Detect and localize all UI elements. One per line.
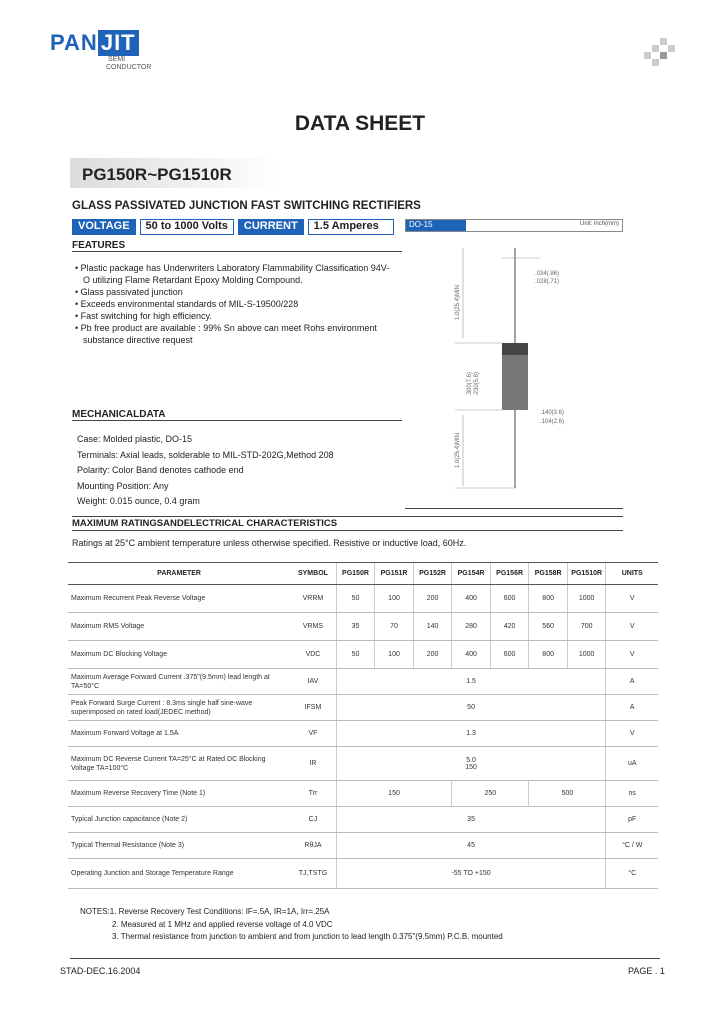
table-cell: uA <box>606 747 658 781</box>
dim-top2: .028(.71) <box>535 279 560 285</box>
table-cell: 800 <box>529 641 568 669</box>
logo-sub1: SEMI <box>108 56 126 63</box>
table-value: 35 <box>467 816 475 823</box>
table-cell: 1000 <box>567 641 606 669</box>
table-cell: 1000 <box>567 585 606 613</box>
table-cell: Typical Junction capacitance (Note 2) <box>68 807 290 833</box>
table-cell: Typical Thermal Resistance (Note 3) <box>68 833 290 859</box>
cathode-band <box>502 343 528 355</box>
th-units: UNITS <box>606 563 658 585</box>
voltage-value: 50 to 1000 Volts <box>140 219 234 235</box>
note-3: 3. Thermal resistance from junction to ambient and from junction to lead length 0.375"(9.5mm) P.C.B. mounted <box>112 932 503 941</box>
feature-item: • Plastic package has Underwriters Laboratory Flammability Classification 94V-O utilizing Flame Retardant Epoxy Molding Compound. <box>75 263 390 285</box>
table-cell: A <box>606 695 658 721</box>
th-pg154r: PG154R <box>452 563 491 585</box>
th-pg151r: PG151R <box>375 563 414 585</box>
table-cell: Maximum DC Blocking Voltage <box>68 641 290 669</box>
table-cell: A <box>606 669 658 695</box>
features-list <box>75 262 395 346</box>
feature-item: • Glass passivated junction <box>75 287 183 297</box>
dim-body2: .230(5.8) <box>474 371 480 396</box>
logo-sub2: CONDUCTOR <box>106 64 152 71</box>
divider <box>405 508 623 509</box>
table-cell: 280 <box>452 613 491 641</box>
note-1: NOTES:1. Reverse Recovery Test Conditions: IF=.5A, IR=1A, Irr=.25A <box>80 907 330 916</box>
package-diagram <box>405 238 623 506</box>
feature-item: • Exceeds environmental standards of MIL-S-19500/228 <box>75 299 299 309</box>
company-logo <box>50 30 151 72</box>
table-row <box>68 641 658 669</box>
table-cell: 250 <box>452 781 529 807</box>
table-cell: Peak Forward Surge Current : 8.3ms single half sine-wave superimposed on rated load(JEDEC method) <box>68 695 290 721</box>
table-row <box>68 585 658 613</box>
table-cell: 100 <box>375 585 414 613</box>
footer-divider <box>70 958 660 959</box>
mech-item: Mounting Position: Any <box>77 480 169 491</box>
feature-item: • Pb free product are available : 99% Sn above can meet Rohs environment substance directive request <box>75 323 377 345</box>
table-cell: 200 <box>413 585 452 613</box>
table-cell: Maximum RMS Voltage <box>68 613 290 641</box>
table-cell: 200 <box>413 641 452 669</box>
dim-dia: .140(3.6) <box>540 410 565 416</box>
table-cell: 560 <box>529 613 568 641</box>
dim-lead: 1.0(25.4)MIN <box>455 284 461 320</box>
ratings-note: Ratings at 25°C ambient temperature unless otherwise specified. Resistive or inductive load, 60Hz. <box>72 538 467 548</box>
table-cell: 420 <box>490 613 529 641</box>
table-cell: VF <box>290 721 336 747</box>
table-cell <box>336 721 606 747</box>
table-cell <box>336 807 606 833</box>
logo-text: PAN <box>50 30 98 55</box>
dim-dia2: .104(2.6) <box>540 419 565 425</box>
table-row <box>68 859 658 889</box>
table-cell: Maximum Recurrent Peak Reverse Voltage <box>68 585 290 613</box>
table-cell: ns <box>606 781 658 807</box>
table-cell <box>336 833 606 859</box>
subtitle: GLASS PASSIVATED JUNCTION FAST SWITCHING RECTIFIERS <box>72 200 421 212</box>
table-cell: Maximum Reverse Recovery Time (Note 1) <box>68 781 290 807</box>
table-row <box>68 747 658 781</box>
th-pg150r: PG150R <box>336 563 375 585</box>
table-cell: Maximum DC Reverse Current TA=25°C at Rated DC Blocking Voltage TA=100°C <box>68 747 290 781</box>
table-cell: °C / W <box>606 833 658 859</box>
th-pg156r: PG156R <box>490 563 529 585</box>
mech-item: Weight: 0.015 ounce, 0.4 gram <box>77 496 200 506</box>
table-cell: V <box>606 721 658 747</box>
corner-decoration <box>644 38 680 68</box>
table-cell: VRRM <box>290 585 336 613</box>
footer-date: STAD-DEC.16.2004 <box>60 966 141 976</box>
current-value: 1.5 Amperes <box>308 219 394 235</box>
table-cell: 800 <box>529 585 568 613</box>
table-cell: V <box>606 613 658 641</box>
table-value: 150 <box>465 763 477 771</box>
table-cell: 400 <box>452 585 491 613</box>
table-value: 1.5 <box>466 678 476 685</box>
table-cell: IFSM <box>290 695 336 721</box>
table-cell: CJ <box>290 807 336 833</box>
table-cell: 100 <box>375 641 414 669</box>
package-unit: Unit: inch(mm) <box>579 221 619 227</box>
rating-tags <box>72 219 394 235</box>
table-cell: 70 <box>375 613 414 641</box>
table-row <box>68 781 658 807</box>
mech-item: Case: Molded plastic, DO-15 <box>77 434 193 444</box>
page-title: DATA SHEET <box>294 112 426 135</box>
table-cell: V <box>606 641 658 669</box>
th-symbol: SYMBOL <box>290 563 336 585</box>
table-cell: 50 <box>336 641 375 669</box>
table-cell: 600 <box>490 585 529 613</box>
table-value: -55 TO +150 <box>451 870 491 877</box>
table-cell: 150 <box>336 781 452 807</box>
table-cell: °C <box>606 859 658 889</box>
spec-table <box>68 562 658 889</box>
table-row <box>68 695 658 721</box>
table-cell: RθJA <box>290 833 336 859</box>
table-cell: 400 <box>452 641 491 669</box>
mech-item: Terminals: Axial leads, solderable to MIL-STD-202G,Method 208 <box>77 449 334 460</box>
table-cell <box>336 695 606 721</box>
package-name: DO-15 <box>406 220 466 231</box>
table-cell: 35 <box>336 613 375 641</box>
table-cell: VDC <box>290 641 336 669</box>
voltage-label: VOLTAGE <box>72 219 136 235</box>
table-cell: 50 <box>336 585 375 613</box>
table-cell: 700 <box>567 613 606 641</box>
mechanical-heading: MECHANICALDATA <box>72 409 402 421</box>
table-cell: pF <box>606 807 658 833</box>
dim-top: .034(.86) <box>535 271 560 277</box>
table-cell: IR <box>290 747 336 781</box>
table-row <box>68 721 658 747</box>
max-ratings-heading: MAXIMUM RATINGSANDELECTRICAL CHARACTERISTICS <box>72 516 623 531</box>
table-cell: 500 <box>529 781 606 807</box>
table-cell: Trr <box>290 781 336 807</box>
table-value: 5.0 <box>466 756 476 764</box>
table-cell <box>336 747 606 781</box>
dim-lead2: 1.0(25.4)MIN <box>455 432 461 468</box>
logo-box: JIT <box>98 30 139 56</box>
table-cell <box>336 669 606 695</box>
th-pg152r: PG152R <box>413 563 452 585</box>
th-parameter: PARAMETER <box>68 563 290 585</box>
table-cell <box>336 859 606 889</box>
table-cell: Maximum Average Forward Current .375"(9.5mm) lead length at TA=50°C <box>68 669 290 695</box>
part-number: PG150R~PG1510R <box>70 158 280 188</box>
footer-page: PAGE . 1 <box>628 966 665 976</box>
note-2: 2. Measured at 1 MHz and applied reverse voltage of 4.0 VDC <box>112 919 333 929</box>
mechanical-list <box>77 432 334 510</box>
th-pg1510r: PG1510R <box>567 563 606 585</box>
table-value: 50 <box>467 704 475 711</box>
table-row <box>68 807 658 833</box>
table-cell: V <box>606 585 658 613</box>
feature-item: • Fast switching for high efficiency. <box>75 311 212 321</box>
table-cell: Operating Junction and Storage Temperature Range <box>68 859 290 889</box>
mech-item: Polarity: Color Band denotes cathode end <box>77 465 244 475</box>
table-value: 1.3 <box>466 730 476 737</box>
table-row <box>68 613 658 641</box>
package-bar <box>405 219 623 232</box>
notes <box>80 906 503 944</box>
table-cell: IAV <box>290 669 336 695</box>
dim-body: .300(7.6) <box>467 371 473 396</box>
table-cell: TJ,TSTG <box>290 859 336 889</box>
features-heading: FEATURES <box>72 240 402 252</box>
table-cell: Maximum Forward Voltage at 1.5A <box>68 721 290 747</box>
table-value: 45 <box>467 842 475 849</box>
th-pg158r: PG158R <box>529 563 568 585</box>
current-label: CURRENT <box>238 219 304 235</box>
table-cell: 600 <box>490 641 529 669</box>
table-row <box>68 669 658 695</box>
table-cell: VRMS <box>290 613 336 641</box>
table-row <box>68 833 658 859</box>
table-cell: 140 <box>413 613 452 641</box>
